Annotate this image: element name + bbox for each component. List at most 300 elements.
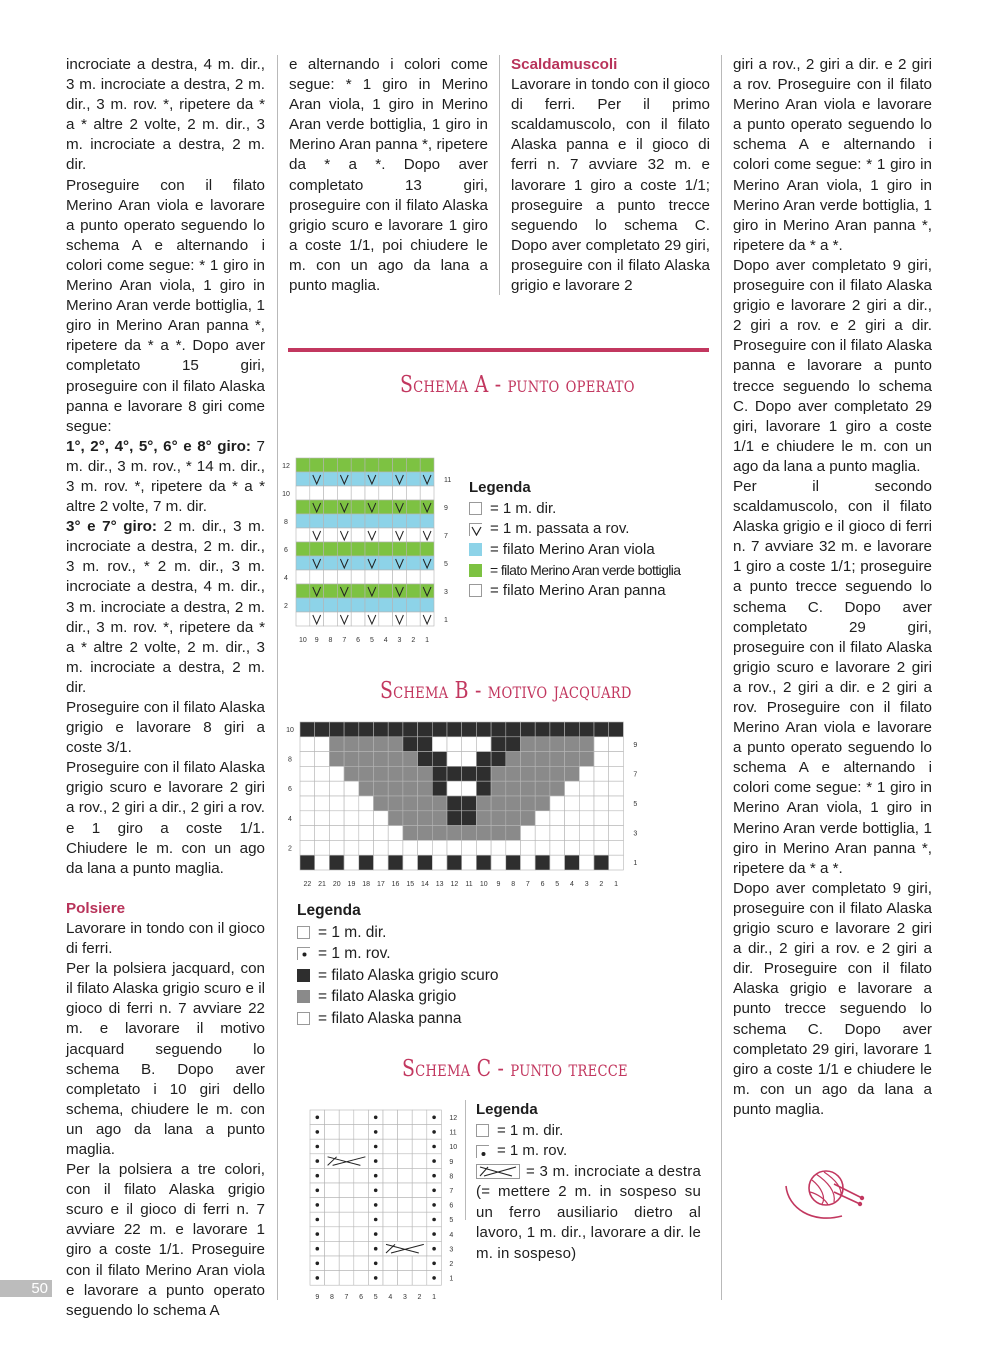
schema-b-cell (491, 781, 506, 796)
schema-c-cell (339, 1198, 354, 1213)
schema-b-cell (329, 737, 344, 752)
schema-b-cell (476, 796, 491, 811)
legend-item-verde (469, 560, 680, 581)
schema-b-legend (297, 900, 499, 1029)
c1-paragraph: Per la polsiera jacquard, con il filato Alaska grigio scuro e il gioco di ferri n. 7 avviare 22 m. e lavorare il motivo jacquard seguendo lo schema B. Dopo aver completato i 10 giri dello schema, chiudere le m. con un ago da lana a punto maglia. (66, 960, 265, 1158)
schema-b-cell (476, 826, 491, 841)
schema-b-cell (344, 781, 359, 796)
schema-b-cell (476, 855, 491, 870)
row-label: 2 (288, 845, 292, 853)
column-label: 9 (315, 1294, 320, 1302)
column-label: 1 (432, 1294, 437, 1302)
schema-c-cell (339, 1212, 354, 1227)
schema-a-cell (393, 486, 407, 500)
schema-b-cell (359, 737, 374, 752)
schema-b-cell (344, 722, 359, 737)
schema-b-cell (535, 781, 550, 796)
schema-a-cell (337, 542, 351, 556)
scaldamuscoli-heading: Scaldamuscoli (511, 56, 618, 73)
schema-a-cell (351, 500, 365, 514)
schema-a-cell (420, 598, 434, 612)
column-label: 8 (511, 881, 516, 888)
schema-b-cell (344, 855, 359, 870)
row-label: 8 (449, 1173, 454, 1181)
schema-b-cell (476, 766, 491, 781)
schema-b-cell (374, 796, 389, 811)
schema-c-cell (339, 1139, 354, 1154)
slip-stitch-icon (469, 523, 482, 536)
schema-b-cell (594, 811, 609, 826)
schema-b-cell (579, 840, 594, 855)
schema-c-cell (325, 1227, 340, 1242)
schema-b-cell (403, 811, 418, 826)
schema-b-cell (594, 737, 609, 752)
schema-b-cell (594, 826, 609, 841)
schema-b-cell (535, 811, 550, 826)
row-label: 2 (449, 1261, 454, 1268)
schema-c-cell (354, 1256, 369, 1271)
schema-c-cell (354, 1110, 369, 1125)
schema-b-cell (315, 752, 330, 767)
schema-b-cell (521, 737, 536, 752)
row-label: 9 (449, 1158, 454, 1166)
legend-item-knit (469, 499, 680, 520)
schema-a-cell (351, 472, 365, 486)
schema-c-cell (339, 1183, 354, 1198)
schema-b-cell (579, 781, 594, 796)
schema-c-cell (398, 1212, 413, 1227)
schema-b-cell (447, 766, 462, 781)
schema-b-cell (462, 766, 477, 781)
purl-dot (316, 1159, 320, 1163)
legend-label: = filato Merino Aran panna (490, 581, 666, 599)
schema-b-cell (609, 737, 624, 752)
schema-c-cell (383, 1183, 398, 1198)
schema-b-cell (418, 737, 433, 752)
legend-title: Legenda (476, 1101, 538, 1118)
schema-b-cell (579, 737, 594, 752)
schema-a-cell (379, 500, 393, 514)
schema-c-cell (412, 1256, 427, 1271)
schema-b-cell (359, 752, 374, 767)
schema-b-cell (432, 855, 447, 870)
column-3 (511, 55, 710, 296)
schema-a-cell (324, 556, 338, 570)
schema-c-cell (325, 1212, 340, 1227)
schema-b-cell (521, 826, 536, 841)
schema-b-cell (374, 840, 389, 855)
column-label: 5 (555, 881, 560, 888)
schema-b-cell (388, 722, 403, 737)
c4-paragraph: Per il secondo scaldamuscolo, con il filato Alaska grigio e il gioco di ferri n. 7 avviare 32 m. e lavorare 1 giro a coste 1/1; proseguire a punto trecce seguendo lo schema C. Dopo aver completato 29 giri, proseguire con il filato Alaska grigio scuro e lavorare 2 giri a rov., 2 giri a dir. e 2 giri a rov. Proseguire con il filato Merino Aran viola e lavorare a punto operato seguendo lo schema A e alternando i colori come segue: * 1 giro in Merino Aran viola, 1 giro in Merino Aran verde bottiglia, 1 giro in Merino Aran panna *, ripetere da * a *. (733, 477, 932, 877)
row-label: 12 (282, 463, 290, 470)
schema-b-cell (447, 722, 462, 737)
purl-dot (316, 1130, 320, 1134)
schema-a-cell (337, 598, 351, 612)
cream-swatch-icon (297, 1012, 310, 1025)
legend-divider (465, 1100, 466, 1220)
column-label: 18 (362, 881, 371, 888)
column-label: 9 (314, 637, 319, 644)
schema-c-cell (412, 1271, 427, 1286)
row-label: 1 (633, 860, 638, 868)
column-label: 9 (496, 881, 501, 888)
schema-b-cell (418, 796, 433, 811)
schema-a-cell (379, 528, 393, 542)
schema-b-cell (476, 752, 491, 767)
schema-c-cell (412, 1168, 427, 1183)
schema-a-cell (310, 458, 324, 472)
gray-swatch-icon (297, 990, 310, 1003)
row-label: 5 (633, 801, 638, 808)
cable-cross-icon (476, 1164, 520, 1179)
schema-b-cell (491, 766, 506, 781)
schema-a-cell (337, 570, 351, 584)
schema-b-cell (609, 796, 624, 811)
schema-b-cell (550, 766, 565, 781)
schema-b-cell (329, 840, 344, 855)
schema-b-cell (535, 855, 550, 870)
schema-b-cell (403, 855, 418, 870)
schema-a-cell (393, 458, 407, 472)
schema-c-cell (398, 1198, 413, 1213)
schema-c-cell (412, 1154, 427, 1169)
schema-b-cell (315, 737, 330, 752)
schema-b-cell (521, 840, 536, 855)
schema-a-cell (337, 458, 351, 472)
schema-b-cell (521, 722, 536, 737)
legend-item-dark (297, 965, 499, 987)
schema-b-cell (521, 781, 536, 796)
purl-dot (374, 1218, 378, 1222)
schema-c-cell (325, 1271, 340, 1286)
schema-b-cell (491, 855, 506, 870)
schema-b-cell (300, 826, 315, 841)
schema-b-cell (329, 752, 344, 767)
schema-a-cell (420, 458, 434, 472)
purl-dot (432, 1232, 436, 1236)
purl-dot (374, 1232, 378, 1236)
row-label: 3 (633, 830, 638, 838)
schema-c-cell (383, 1256, 398, 1271)
schema-a-cell (379, 472, 393, 486)
schema-b-cell (521, 766, 536, 781)
schema-c-cell (354, 1271, 369, 1286)
schema-b-cell (388, 840, 403, 855)
schema-b-cell (491, 752, 506, 767)
schema-b-cell (609, 722, 624, 737)
schema-b-cell (300, 752, 315, 767)
schema-c-cell (383, 1154, 398, 1169)
schema-b-cell (550, 781, 565, 796)
column-divider (499, 55, 500, 295)
purl-dot-icon (476, 1145, 489, 1158)
row-label: 6 (284, 547, 288, 554)
schema-b-cell (565, 811, 580, 826)
purl-dot (374, 1189, 378, 1193)
schema-c-cell (354, 1183, 369, 1198)
schema-a-cell (296, 584, 310, 598)
schema-b-cell (388, 752, 403, 767)
schema-b-cell (550, 855, 565, 870)
column-label: 11 (465, 881, 473, 888)
knit-swatch-icon (297, 926, 310, 939)
schema-b-cell (403, 796, 418, 811)
c1-paragraph: Proseguire con il filato Alaska grigio scuro e lavorare 2 giri a rov., 2 giri a dir., 2 giri a rov. e 1 giro a coste 1/1. Chiudere le m. con un ago da lana a punto maglia. (66, 759, 265, 877)
schema-a-cell (351, 486, 365, 500)
schema-c-cell (339, 1271, 354, 1286)
schema-b-cell (565, 796, 580, 811)
schema-c-cell (398, 1227, 413, 1242)
schema-c-cell (354, 1212, 369, 1227)
section-rule (288, 348, 709, 352)
schema-a-cell (393, 514, 407, 528)
schema-c-cell (354, 1139, 369, 1154)
schema-a-cell (365, 486, 379, 500)
schema-b-cell (300, 840, 315, 855)
purl-dot (316, 1203, 320, 1207)
schema-b-cell (535, 766, 550, 781)
schema-b-cell (565, 737, 580, 752)
schema-b-cell (374, 855, 389, 870)
column-label: 15 (406, 881, 415, 888)
schema-a-cell (420, 486, 434, 500)
legend-label: = filato Alaska panna (318, 1009, 462, 1027)
schema-a-cell (379, 570, 393, 584)
schema-a-cell (351, 528, 365, 542)
schema-a-cell (324, 612, 338, 626)
schema-b-cell (403, 737, 418, 752)
schema-a-cell (310, 486, 324, 500)
schema-a-cell (296, 500, 310, 514)
legend-label: = 1 m. passata a rov. (490, 520, 630, 537)
schema-b-cell (462, 811, 477, 826)
schema-a-cell (406, 584, 420, 598)
schema-b-cell (329, 781, 344, 796)
c1-paragraph (66, 437, 265, 517)
schema-b-cell (403, 781, 418, 796)
schema-b-cell (300, 766, 315, 781)
schema-a-cell (379, 612, 393, 626)
schema-a-cell (351, 612, 365, 626)
schema-b-cell (344, 826, 359, 841)
schema-b-cell (491, 722, 506, 737)
schema-b-cell (579, 752, 594, 767)
schema-c-cell (398, 1125, 413, 1140)
row-label: 8 (288, 756, 292, 764)
schema-b-cell (521, 855, 536, 870)
purl-dot (432, 1203, 436, 1207)
schema-b-cell (344, 840, 359, 855)
viola-swatch-icon (469, 543, 482, 556)
c1-paragraph: Lavorare in tondo con il gioco di ferri. (66, 919, 265, 958)
schema-a-cell (351, 542, 365, 556)
schema-c-cell (398, 1271, 413, 1286)
schema-b-cell (359, 840, 374, 855)
row-label: 10 (282, 491, 290, 498)
schema-a-cell (310, 598, 324, 612)
column-label: 3 (397, 637, 402, 644)
schema-b-cell (506, 752, 521, 767)
schema-b-cell (609, 826, 624, 841)
schema-c-title: Schema C - punto trecce (402, 1056, 628, 1082)
schema-a-cell (406, 486, 420, 500)
column-label: 3 (584, 881, 589, 888)
schema-b-cell (462, 855, 477, 870)
schema-b-cell (418, 766, 433, 781)
schema-b-cell (447, 826, 462, 841)
purl-dot (316, 1189, 320, 1193)
schema-b-cell (506, 781, 521, 796)
schema-a-cell (296, 612, 310, 626)
schema-b-cell (315, 855, 330, 870)
legend-item-slip (469, 519, 680, 540)
column-label: 10 (299, 637, 307, 644)
c1-bold-label: 3° e 7° giro: (66, 518, 157, 536)
column-label: 22 (303, 881, 312, 888)
schema-b-cell (315, 781, 330, 796)
schema-b-cell (550, 752, 565, 767)
schema-a-cell (379, 556, 393, 570)
schema-b-cell (535, 752, 550, 767)
column-label: 13 (435, 881, 444, 888)
schema-c-cell (383, 1227, 398, 1242)
schema-c-cell (412, 1125, 427, 1140)
schema-a-cell (351, 556, 365, 570)
legend-label: = 3 m. incrociate a destra (= mettere 2 m. in sospeso su un ferro ausiliario dietro al lavoro, 1 m. dir., lavorare a dir. le m. in sospeso) (476, 1162, 701, 1262)
column-label: 1 (614, 881, 619, 888)
row-label: 8 (284, 519, 288, 526)
schema-a-cell (365, 458, 379, 472)
schema-a-cell (420, 514, 434, 528)
column-label: 2 (599, 881, 604, 888)
row-label: 9 (444, 505, 448, 512)
schema-b-cell (344, 766, 359, 781)
purl-dot (374, 1116, 378, 1120)
schema-b-cell (594, 796, 609, 811)
row-label: 1 (449, 1275, 454, 1283)
legend-label: = filato Alaska grigio (318, 988, 457, 1005)
purl-dot (432, 1145, 436, 1149)
schema-b-cell (374, 752, 389, 767)
schema-b-cell (388, 796, 403, 811)
schema-b-cell (506, 840, 521, 855)
column-label: 7 (342, 637, 347, 644)
schema-b-cell (579, 811, 594, 826)
c4-paragraph: Dopo aver completato 9 giri, proseguire con il filato Alaska grigio e lavorare 2 giri a dir., 2 giri a rov. e 2 giri a dir. Proseguire con il filato Alaska panna e lavorare a punto trecce seguendo lo schema C. Dopo aver completato 29 giri, lavorare 1 giro a coste 1/1 e chiudere le m. con un ago da lana a punto maglia. (733, 256, 932, 475)
schema-b-cell (418, 781, 433, 796)
legend-title: Legenda (297, 902, 361, 919)
schema-b-cell (374, 766, 389, 781)
column-label: 6 (540, 881, 545, 888)
schema-c-cell (412, 1212, 427, 1227)
schema-a-cell (296, 570, 310, 584)
schema-b-cell (418, 752, 433, 767)
schema-b-cell (300, 811, 315, 826)
purl-dot (432, 1116, 436, 1120)
schema-b-cell (374, 826, 389, 841)
schema-b-cell (300, 737, 315, 752)
schema-a-cell (296, 458, 310, 472)
column-label: 8 (329, 1294, 334, 1302)
schema-b-cell (550, 722, 565, 737)
schema-b-cell (418, 840, 433, 855)
purl-dot (432, 1262, 436, 1266)
schema-b-cell (432, 811, 447, 826)
schema-b-cell (315, 840, 330, 855)
schema-c-cell (339, 1227, 354, 1242)
schema-a-cell (406, 598, 420, 612)
column-label: 20 (332, 881, 341, 888)
schema-c-cell (383, 1139, 398, 1154)
schema-a-cell (296, 528, 310, 542)
row-label: 3 (444, 589, 448, 596)
schema-b-cell (447, 781, 462, 796)
schema-b-cell (609, 811, 624, 826)
schema-b-cell (565, 766, 580, 781)
row-label: 10 (286, 727, 294, 734)
schema-b-cell (447, 752, 462, 767)
schema-b-cell (462, 840, 477, 855)
schema-a-cell (324, 542, 338, 556)
schema-a-cell (310, 514, 324, 528)
schema-b-cell (374, 811, 389, 826)
c1-paragraph: incrociate a destra, 4 m. dir., 3 m. incrociate a destra, 2 m. dir., 3 m. rov. *, ripetere da * a * altre 2 volte, 2 m. dir., 3 m. incrociate a destra, 2 m. dir. (66, 56, 265, 174)
purl-dot (374, 1247, 378, 1251)
row-label: 9 (633, 741, 638, 749)
purl-dot (432, 1159, 436, 1163)
schema-c-cell (398, 1256, 413, 1271)
schema-a-cell (379, 542, 393, 556)
schema-b-cell (550, 811, 565, 826)
schema-b-cell (476, 722, 491, 737)
schema-b-cell (403, 752, 418, 767)
schema-c-cell (354, 1198, 369, 1213)
column-label: 4 (388, 1294, 393, 1302)
schema-c-cell (398, 1139, 413, 1154)
schema-b-cell (594, 840, 609, 855)
schema-b-cell (403, 826, 418, 841)
schema-b-chart (282, 718, 642, 888)
schema-b-cell (403, 840, 418, 855)
c1-bold-label: 1°, 2°, 4°, 5°, 6° e 8° giro: (66, 437, 251, 455)
schema-a-cell (296, 472, 310, 486)
schema-a-cell (379, 458, 393, 472)
column-divider (277, 55, 278, 1300)
schema-b-cell (329, 826, 344, 841)
schema-b-cell (432, 840, 447, 855)
schema-b-cell (550, 840, 565, 855)
schema-c-cell (325, 1241, 340, 1256)
schema-a-cell (351, 514, 365, 528)
schema-b-cell (388, 826, 403, 841)
schema-b-cell (535, 840, 550, 855)
schema-a-cell (337, 514, 351, 528)
schema-a-cell (379, 514, 393, 528)
column-1 (66, 55, 265, 1321)
purl-dot (432, 1130, 436, 1134)
schema-c-cell (339, 1256, 354, 1271)
legend-label: = 1 m. dir. (318, 923, 387, 941)
row-label: 11 (444, 477, 452, 484)
cable-cell (325, 1154, 369, 1169)
schema-a-cell (406, 570, 420, 584)
schema-b-cell (521, 752, 536, 767)
schema-c-cell (354, 1125, 369, 1140)
schema-a-cell (379, 598, 393, 612)
verde-swatch-icon (469, 564, 482, 577)
schema-a-cell (324, 486, 338, 500)
